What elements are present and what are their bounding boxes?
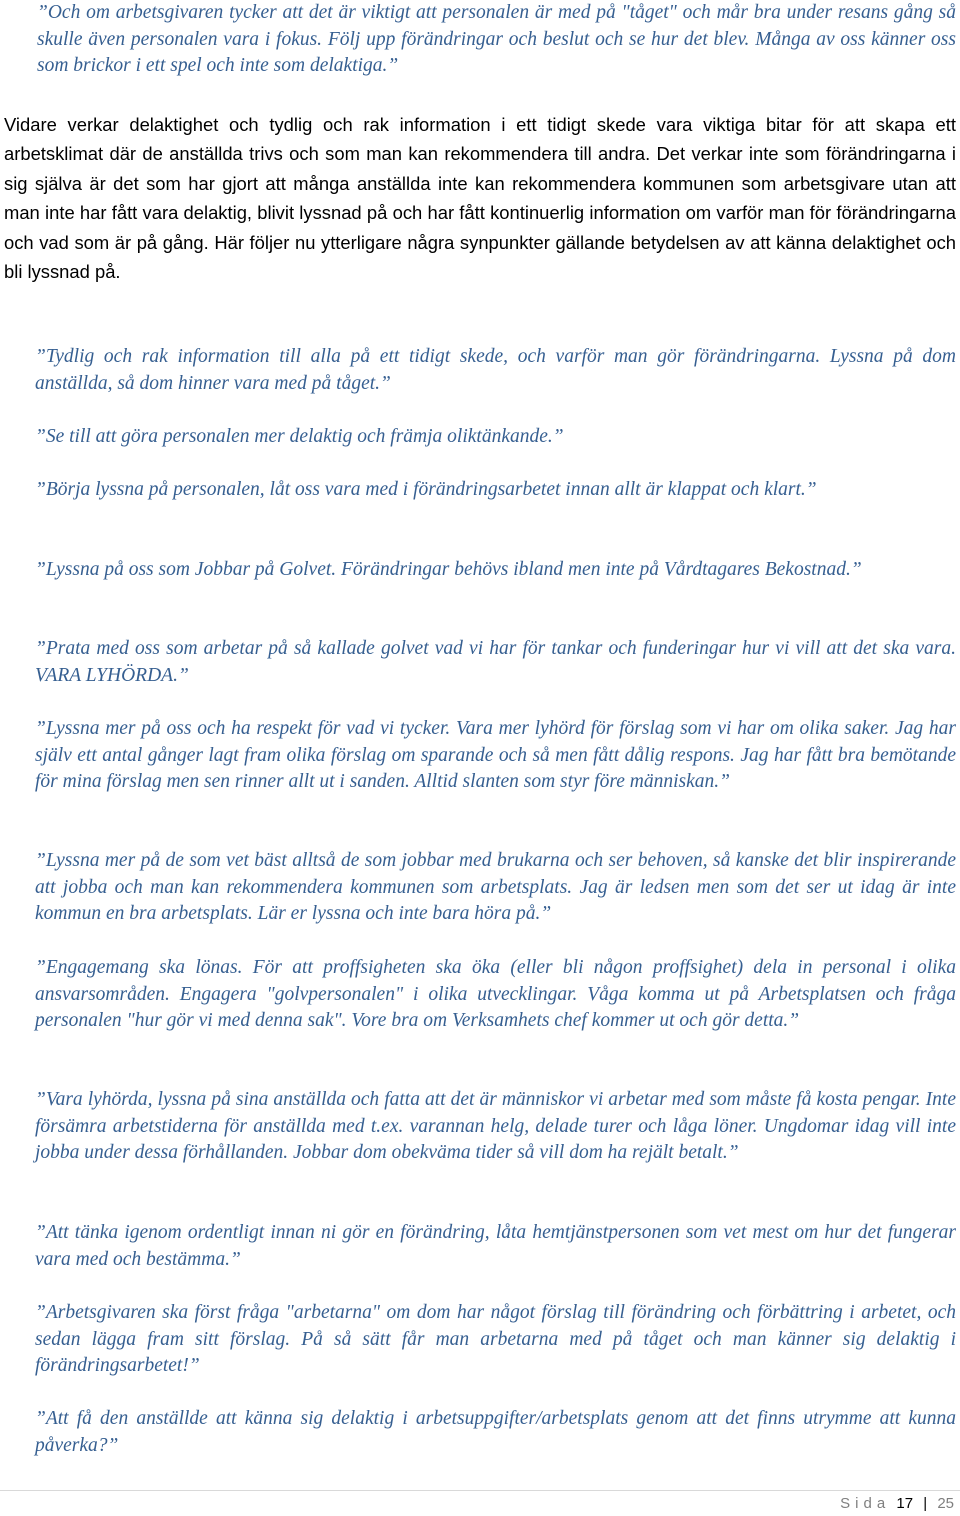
body-paragraph: Vidare verkar delaktighet och tydlig och rak information i ett tidigt skede vara viktiga bitar för att skapa ett arbetsklimat där de anställda trivs och som man kan rekommendera till andra. Det verkar inte som förändringarna i sig själva är det som har gjort att många anställda inte kan rekommendera kommunen som arbetsgivare utan att man inte har fått vara delaktig, blivit lyssnad på och har fått kontinuerlig information om varför man för förändringarna och vad som är på gång. Här följer nu ytterligare några synpunkter gällande betydelsen av att känna delaktighet och bli lyssnad på.: [4, 114, 956, 283]
page-footer: [840, 1494, 954, 1514]
quote-6: ”Lyssna mer på oss och ha respekt för vad vi tycker. Vara mer lyhörd för förslag som vi har om olika saker. Jag har själv ett antal gånger lagt fram olika förslag om sparande och så men fått dålig respons. Jag har fått bra bemötande för mina förslag men sen rinner allt ut i sanden. Alltid slanten som styr före människan.”: [35, 718, 956, 792]
quote-5: ”Prata med oss som arbetar på så kallade golvet vad vi har för tankar och funderingar hur vi vill att det ska vara. VARA LYHÖRDA.”: [35, 638, 956, 686]
quote-4: ”Lyssna på oss som Jobbar på Golvet. Förändringar behövs ibland men inte på Vårdtagares Bekostnad.”: [35, 559, 862, 580]
footer-page-number: 17: [896, 1495, 914, 1512]
footer-sida-label: Sida: [840, 1495, 891, 1512]
quote-2: ”Se till att göra personalen mer delaktig och främja oliktänkande.”: [35, 426, 564, 447]
quote-1: ”Tydlig och rak information till alla på ett tidigt skede, och varför man gör förändringarna. Lyssna på dom anställda, så dom hinner vara med på tåget.”: [35, 346, 956, 394]
quote-3: ”Börja lyssna på personalen, låt oss vara med i förändringsarbetet innan allt är klappat och klart.”: [35, 479, 817, 500]
quote-top: ”Och om arbetsgivaren tycker att det är viktigt att personalen är med på "tåget" och mår bra under resans gång så skulle även personalen vara i fokus. Följ upp förändringar och beslut och se hur det blev. Många av oss känner oss som brickor i ett spel och inte som delaktiga.”: [37, 2, 956, 76]
footer-total-pages: 25: [937, 1495, 954, 1512]
quote-11: ”Arbetsgivaren ska först fråga "arbetarna" om dom har något förslag till förändring och förbättring i arbetet, och sedan lägga fram sitt förslag. På så sätt får man arbetarna med på tåget och man känner sig delaktig i förändringsarbetet!”: [35, 1302, 956, 1376]
quote-12: ”Att få den anställde att känna sig delaktig i arbetsuppgifter/arbetsplats genom att det finns utrymme att kunna påverka?”: [35, 1408, 956, 1456]
quote-7: ”Lyssna mer på de som vet bäst alltså de som jobbar med brukarna och ser behoven, så kanske det blir inspirerande att jobba och man kan rekommendera kommunen som arbetsplats. Jag är ledsen men som det ser ut idag är inte kommun en bra arbetsplats. Lär er lyssna och inte bara höra på.”: [35, 850, 956, 924]
quote-10: ”Att tänka igenom ordentligt innan ni gör en förändring, låta hemtjänstpersonen som vet mest om hur det fungerar vara med och bestämma.”: [35, 1222, 956, 1270]
quote-9: ”Vara lyhörda, lyssna på sina anställda och fatta att det är människor vi arbetar med som måste få kosta pengar. Inte försämra arbetstiderna för anställda med t.ex. varannan helg, delade turer och låga löner. Ungdomar idag vill inte jobba under dessa förhållanden. Jobbar dom obekväma tider så vill dom ha rejält betalt.”: [35, 1089, 956, 1163]
quote-8: ”Engagemang ska lönas. För att proffsigheten ska öka (eller bli någon proffsighet) dela in personal i olika ansvarsområden. Engagera "golvpersonalen" i olika utvecklingar. Våga komma ut på Arbetsplatsen och fråga personalen "hur gör vi med denna sak". Vore bra om Verksamhets chef kommer ut och gör detta.”: [35, 957, 956, 1031]
footer-separator: |: [923, 1495, 928, 1512]
footer-divider: [0, 1490, 960, 1491]
